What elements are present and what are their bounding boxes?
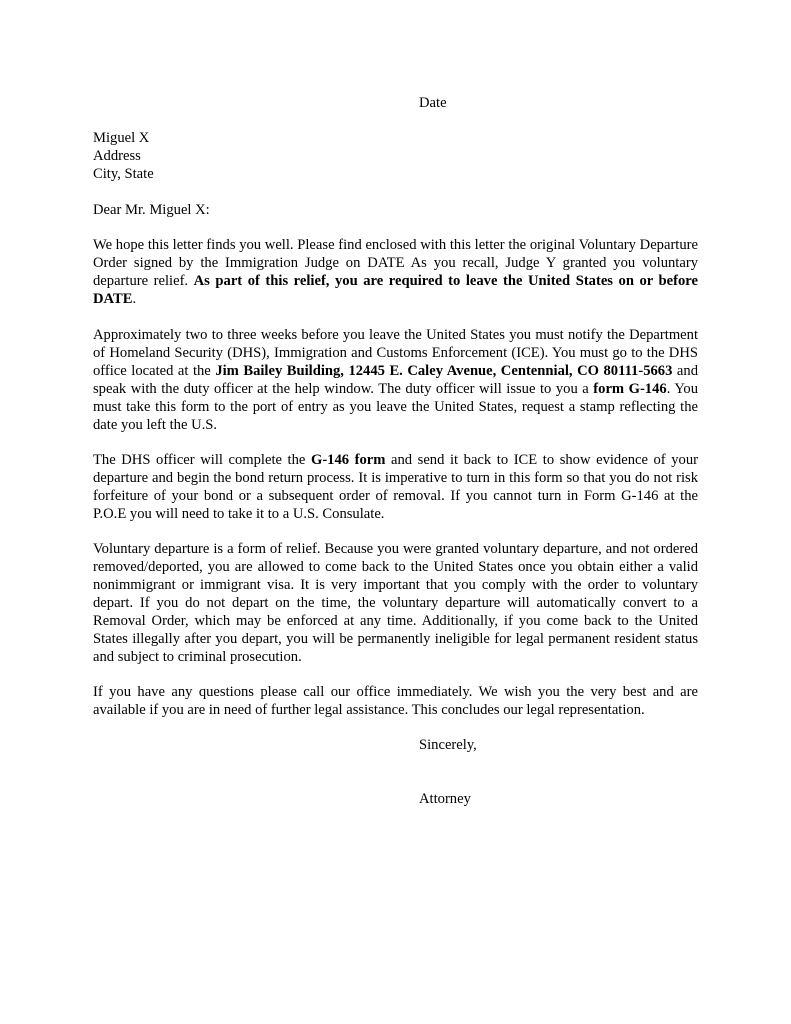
letter-date: Date [419, 95, 447, 111]
paragraph-text: and send it back to ICE to show evidence of your departure and begin the bond return process. It is imperative to turn in this form so that you do not risk forfeiture of your bond or a subsequent order of removal. If you cannot turn in Form G-146 at the P.O.E you will need to take it to a U.S. Consulate. [93, 452, 698, 522]
paragraph-enclosure [93, 236, 698, 308]
recipient-address: Address [93, 148, 141, 164]
paragraph-closing-remarks: If you have any questions please call our office immediately. We wish you the very best and are available if you are in need of further legal assistance. This concludes our legal representation. [93, 684, 698, 718]
paragraph-voluntary-departure: Voluntary departure is a form of relief. Because you were granted voluntary departure, and not ordered removed/deported, you are allowed to come back to the United States once you obtain either a valid nonimmigrant or immigrant visa. It is very important that you comply with the order to voluntary depart. If you do not depart on the time, the voluntary departure will automatically convert to a Removal Order, which may be enforced at any time. Additionally, if you come back to the United States illegally after you depart, you will be permanently ineligible for legal permanent resident status and subject to criminal prosecution. [93, 541, 698, 665]
salutation: Dear Mr. Miguel X: [93, 202, 210, 218]
signature: Attorney [419, 791, 471, 807]
paragraph-text: Approximately two to three weeks before you leave the United States you must notify the Department of Homeland Security (DHS), Immigration and Customs Enforcement (ICE). You must go to the DHS office located at the [93, 327, 698, 379]
paragraph-text: The DHS officer will complete the [93, 452, 311, 468]
paragraph-text: . [132, 291, 137, 307]
closing: Sincerely, [419, 737, 477, 753]
paragraph-text: . You must take this form to the port of entry as you leave the United States, request a stamp reflecting the date you left the U.S. [93, 381, 699, 433]
recipient-name: Miguel X [93, 130, 150, 146]
dhs-office-address: Jim Bailey Building, 12445 E. Caley Avenue, Centennial, CO 80111-5663 [215, 363, 673, 379]
departure-deadline-notice: As part of this relief, you are required to leave the United States on or before DATE [93, 273, 699, 307]
paragraph-g146-form [93, 451, 698, 523]
form-reference: form G-146 [593, 381, 667, 397]
paragraph-text: and speak with the duty officer at the help window. The duty officer will issue to you a [93, 363, 698, 397]
form-reference: G-146 form [310, 452, 386, 468]
paragraph-notify-dhs [93, 326, 698, 434]
paragraph-text: We hope this letter finds you well. Please find enclosed with this letter the original Voluntary Departure Order signed by the Immigration Judge on DATE As you recall, Judge Y granted you voluntary departure relief. [93, 237, 698, 289]
recipient-address-block [93, 129, 154, 183]
recipient-city-state: City, State [93, 166, 154, 182]
